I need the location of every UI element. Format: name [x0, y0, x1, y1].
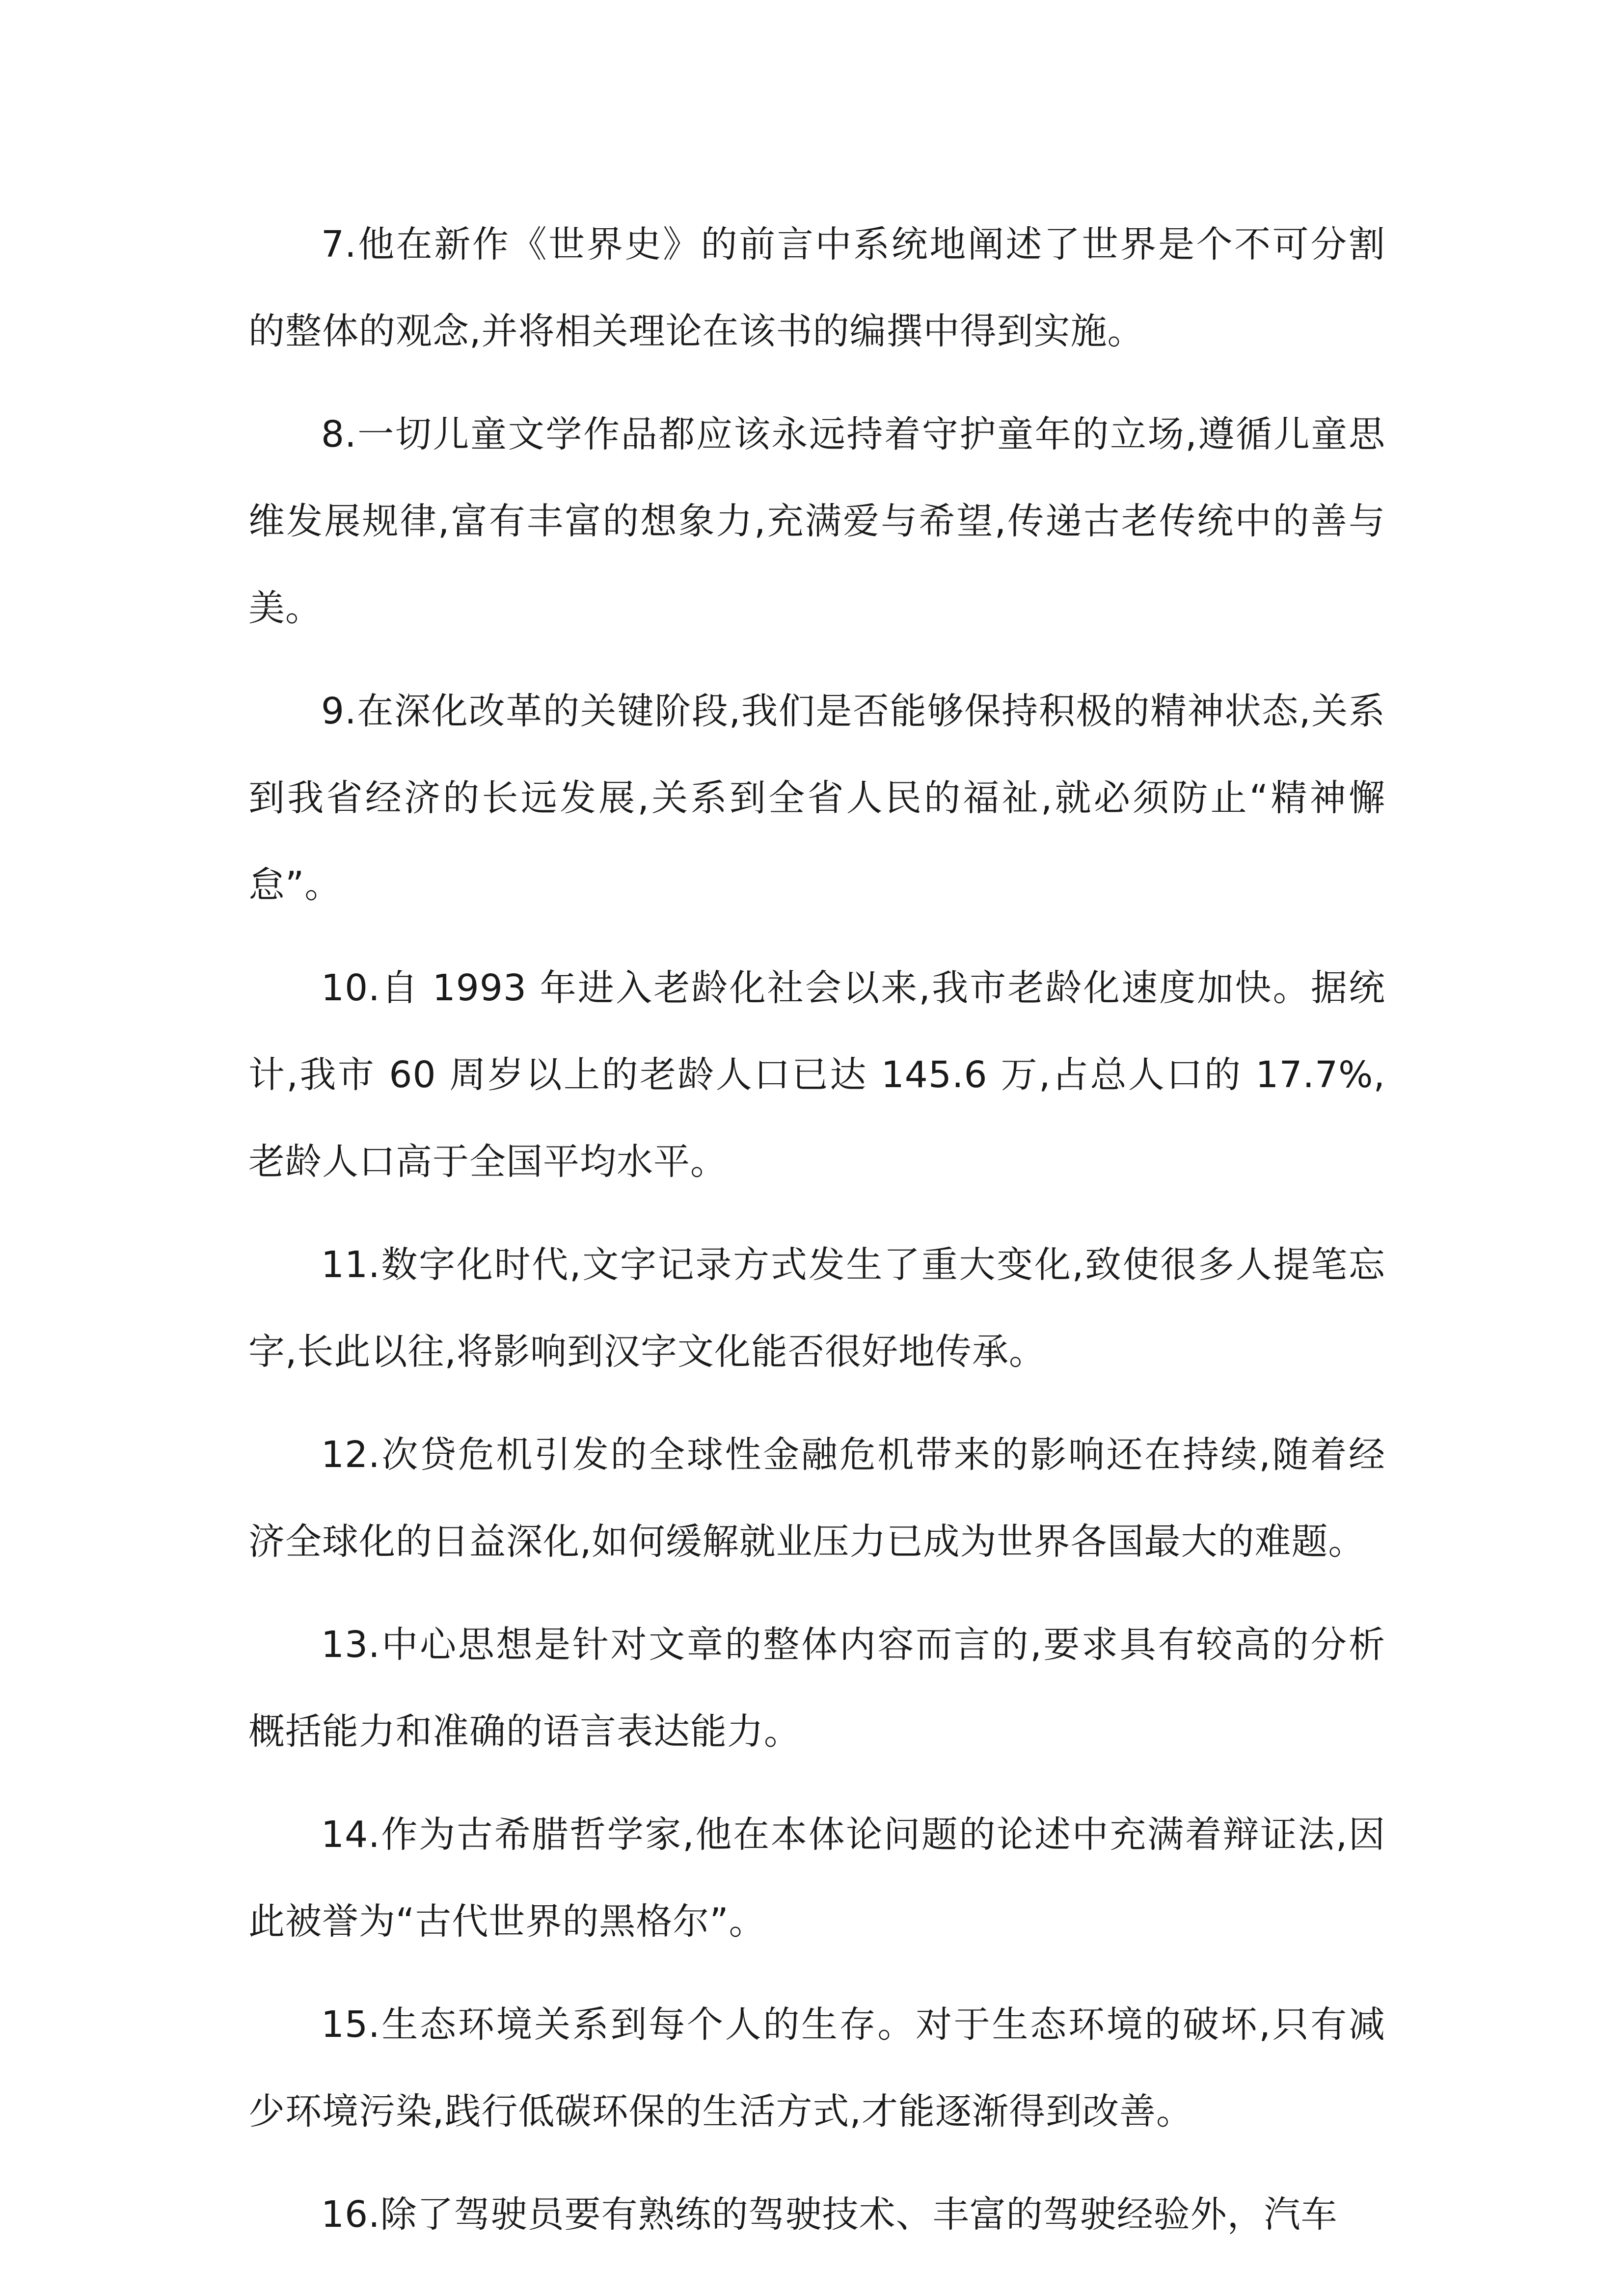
paragraph-11: 11.数字化时代,文字记录方式发生了重大变化,致使很多人提笔忘字,长此以往,将影响到汉字文化能否很好地传承。	[248, 1244, 1385, 1373]
paragraph-7: 7.他在新作《世界史》的前言中系统地阐述了世界是个不可分割的整体的观念,并将相关理论在该书的编撰中得到实施。	[248, 223, 1385, 352]
paragraph-8: 8.一切儿童文学作品都应该永远持着守护童年的立场,遵循儿童思维发展规律,富有丰富的想象力,充满爱与希望,传递古老传统中的善与美。	[248, 413, 1385, 629]
paragraph-14: 14.作为古希腊哲学家,他在本体论问题的论述中充满着辩证法,因此被誉为“古代世界的黑格尔”。	[248, 1814, 1385, 1943]
paragraph-13: 13.中心思想是针对文章的整体内容而言的,要求具有较高的分析概括能力和准确的语言表达能力。	[248, 1624, 1385, 1753]
paragraph-10: 10.自 1993 年进入老龄化社会以来,我市老龄化速度加快。据统计,我市 60 周岁以上的老龄人口已达 145.6 万,占总人口的 17.7%,老龄人口高于全国平均水平。	[248, 967, 1385, 1183]
paragraph-15: 15.生态环境关系到每个人的生存。对于生态环境的破坏,只有减少环境污染,践行低碳环保的生活方式,才能逐渐得到改善。	[248, 2003, 1385, 2133]
paragraph-16: 16.除了驾驶员要有熟练的驾驶技术、丰富的驾驶经验外，汽车	[321, 2193, 1338, 2236]
paragraph-9: 9.在深化改革的关键阶段,我们是否能够保持积极的精神状态,关系到我省经济的长远发展,关系到全省人民的福祉,就必须防止“精神懈怠”。	[248, 690, 1385, 906]
document-body	[248, 201, 1385, 2274]
paragraph-12: 12.次贷危机引发的全球性金融危机带来的影响还在持续,随着经济全球化的日益深化,如何缓解就业压力已成为世界各国最大的难题。	[248, 1434, 1385, 1563]
